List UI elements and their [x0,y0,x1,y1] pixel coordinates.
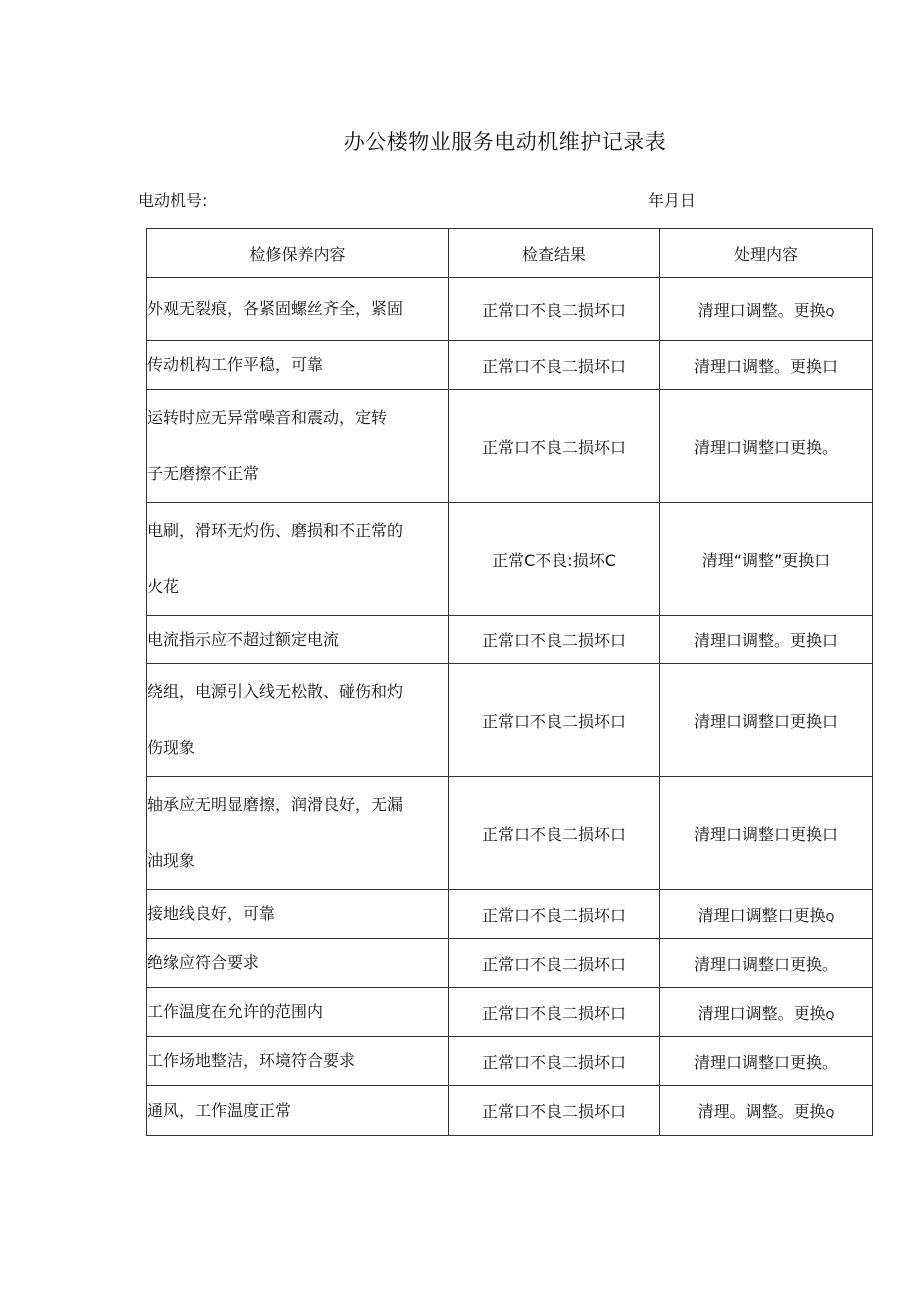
action-content-cell [660,278,873,341]
action-content-cell [660,1037,873,1086]
action-content-cell [660,503,873,616]
check-result-cell [449,777,660,890]
maintenance-item-text: 子无磨擦不正常 [147,464,260,483]
check-result-cell [449,1086,660,1136]
maintenance-item-text: 油现象 [147,851,196,870]
maintenance-item-text: 电刷，滑环无灼伤、磨损和不正常的 [147,521,404,540]
table-row [147,1086,873,1136]
action-content-text: 清理口调整口更换。 [693,1052,838,1072]
header-action-content: 处理内容 [660,229,873,278]
action-content-cell [660,1086,873,1136]
check-result-text: 正常口不良二损坏口 [481,905,626,925]
action-content-text: 清理口调整。更换口 [693,356,838,376]
action-content-text: 清理口调整口更换。 [693,437,838,457]
action-content-text: 清理口调整。更换口 [693,631,838,650]
maintenance-item-cell [147,777,449,890]
check-result-text: 正常口不良二损坏口 [481,711,626,731]
table-row [147,278,873,341]
table-row [147,616,873,664]
table-row [147,664,873,777]
check-result-cell [449,664,660,777]
maintenance-item-cell [147,939,449,988]
table-row [147,503,873,616]
action-content-text: 清理。调整。更换 [697,1102,826,1121]
maintenance-item-cell [147,890,449,939]
action-content-text: 清理口调整口更换。 [693,954,838,974]
header-maintenance-content: 检修保养内容 [147,229,449,278]
maintenance-item-text: 电流指示应不超过额定电流 [147,629,340,649]
header-check-result: 检查结果 [449,229,660,278]
check-result-cell [449,341,660,390]
maintenance-item-text: 工作场地整洁，环境符合要求 [147,1051,356,1070]
maintenance-item-cell [147,988,449,1037]
action-content-cell [660,777,873,890]
maintenance-item-text: 轴承应无明显磨擦，润滑良好，无漏 [147,795,404,814]
action-content-cell [660,939,873,988]
action-content-cell [660,664,873,777]
action-content-cell [660,390,873,503]
action-suffix-text: Q [825,1107,835,1120]
table-row [147,988,873,1037]
document-title: 办公楼物业服务电动机维护记录表 [343,130,667,154]
check-result-text: 正常口不良二损坏口 [481,1102,626,1121]
maintenance-item-cell [147,1086,449,1136]
check-result-text: 正常口不良二损坏口 [481,954,626,974]
maintenance-item-cell [147,616,449,664]
action-content-text: 清理口调整口更换口 [693,711,838,731]
check-result-text: 正常口不良二损坏口 [481,356,626,376]
maintenance-item-text: 伤现象 [147,738,196,757]
table-row [147,1037,873,1086]
check-result-cell [449,988,660,1037]
check-result-text: 正常口不良二损坏口 [481,300,626,320]
check-result-cell [449,1037,660,1086]
check-result-cell [449,278,660,341]
check-result-text: 正常C不良:损坏C [492,550,616,570]
action-content-text: 清理“调整”更换口 [701,550,831,570]
date-label: 年月日 [648,191,697,210]
maintenance-item-text: 绝缘应符合要求 [147,953,260,972]
table-header-row [147,229,873,278]
maintenance-item-cell [147,278,449,341]
check-result-cell [449,503,660,616]
check-result-cell [449,939,660,988]
check-result-cell [449,390,660,503]
maintenance-item-text: 外观无裂痕，各紧固螺丝齐全，紧固 [147,299,404,318]
action-content-cell [660,890,873,939]
check-result-text: 正常口不良二损坏口 [481,1052,626,1072]
motor-number-label: 电动机号: [138,191,208,210]
maintenance-item-cell [147,503,449,616]
maintenance-item-cell [147,341,449,390]
table-row [147,341,873,390]
table-row [147,890,873,939]
table-row [147,777,873,890]
maintenance-item-cell [147,664,449,777]
maintenance-item-text: 工作温度在允许的范围内 [147,1002,324,1021]
maintenance-item-text: 通风，工作温度正常 [147,1100,292,1120]
table-row [147,939,873,988]
maintenance-item-text: 绕组，电源引入线无松散、碰伤和灼 [147,682,404,701]
action-content-text: 清理口调整。更换 [697,1003,826,1023]
action-suffix-text: Q [825,1008,835,1022]
action-content-cell [660,341,873,390]
action-suffix-text: Q [825,910,835,924]
action-content-cell [660,988,873,1037]
check-result-text: 正常口不良二损坏口 [481,437,626,457]
action-suffix-text: Q [825,305,835,319]
maintenance-item-text: 运转时应无异常噪音和震动，定转 [147,408,388,427]
maintenance-item-cell [147,390,449,503]
check-result-cell [449,616,660,664]
maintenance-item-text: 传动机构工作平稳，可靠 [147,355,324,374]
maintenance-record-table [146,228,873,1136]
check-result-text: 正常口不良二损坏口 [481,824,626,844]
action-content-text: 清理口调整口更换 [697,905,826,925]
check-result-cell [449,890,660,939]
action-content-text: 清理口调整口更换口 [693,824,838,844]
check-result-text: 正常口不良二损坏口 [481,631,626,650]
table-row [147,390,873,503]
check-result-text: 正常口不良二损坏口 [481,1003,626,1023]
maintenance-item-cell [147,1037,449,1086]
action-content-cell [660,616,873,664]
maintenance-item-text: 接地线良好，可靠 [147,904,276,923]
maintenance-item-text: 火花 [147,577,180,596]
action-content-text: 清理口调整。更换 [697,300,826,320]
